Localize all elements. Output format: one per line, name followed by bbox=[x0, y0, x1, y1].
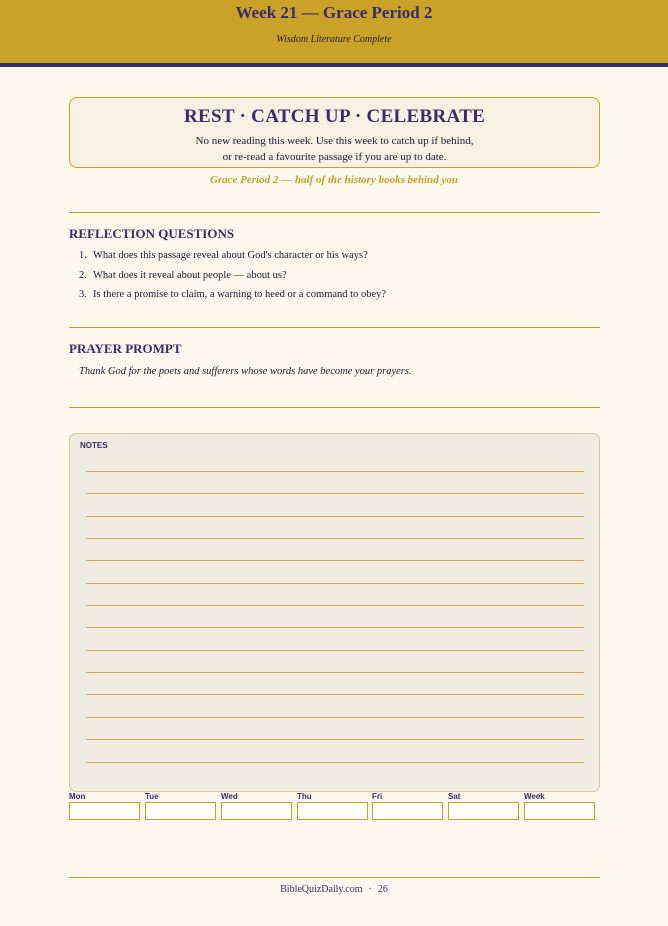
note-line bbox=[86, 627, 584, 628]
note-line bbox=[86, 583, 584, 584]
note-line bbox=[86, 717, 584, 718]
footer-separator: · bbox=[368, 884, 372, 895]
rest-callout-line-2: or re-read a favourite passage if you are up to date. bbox=[222, 151, 447, 163]
note-line bbox=[86, 694, 584, 695]
page-title: Week 21 — Grace Period 2 bbox=[235, 3, 433, 22]
page-subtitle: Wisdom Literature Complete bbox=[276, 34, 392, 45]
tracker-box-week[interactable] bbox=[524, 802, 595, 820]
tracker-label-tue: Tue bbox=[145, 792, 159, 801]
divider bbox=[69, 212, 600, 213]
prayer-heading: PRAYER PROMPT bbox=[69, 341, 182, 356]
page-header bbox=[0, 0, 668, 67]
question-text: Is there a promise to claim, a warning to heed or a command to obey? bbox=[93, 289, 387, 300]
rest-callout-line-1: No new reading this week. Use this week to catch up if behind, bbox=[195, 135, 474, 147]
reflection-question bbox=[79, 289, 386, 300]
tracker-box-thu[interactable] bbox=[297, 802, 368, 820]
note-line bbox=[86, 762, 584, 763]
tracker-label-fri: Fri bbox=[372, 792, 383, 801]
tracker-label-thu: Thu bbox=[297, 792, 312, 801]
tracker-label-week: Week bbox=[524, 792, 545, 801]
note-line bbox=[86, 493, 584, 494]
tracker-box-wed[interactable] bbox=[221, 802, 292, 820]
tracker-label-sat: Sat bbox=[448, 792, 461, 801]
reflection-heading: REFLECTION QUESTIONS bbox=[69, 226, 235, 241]
footer-divider bbox=[69, 877, 600, 878]
footer-site: BibleQuizDaily.com bbox=[280, 884, 363, 895]
tracker-box-tue[interactable] bbox=[145, 802, 216, 820]
note-line bbox=[86, 471, 584, 472]
question-text: What does this passage reveal about God's character or his ways? bbox=[93, 250, 368, 261]
note-line bbox=[86, 605, 584, 606]
divider bbox=[69, 327, 600, 328]
grace-period-note: Grace Period 2 — half of the history books behind you bbox=[209, 174, 459, 186]
notes-label: NOTES bbox=[80, 441, 108, 450]
tracker-label-wed: Wed bbox=[221, 792, 238, 801]
page-footer bbox=[0, 884, 668, 895]
divider bbox=[69, 407, 600, 408]
reflection-question bbox=[79, 270, 287, 281]
rest-callout-title: REST · CATCH UP · CELEBRATE bbox=[183, 106, 486, 127]
note-line bbox=[86, 560, 584, 561]
reflection-question bbox=[79, 250, 368, 261]
question-number: 1. bbox=[79, 250, 87, 261]
question-text: What does it reveal about people — about us? bbox=[93, 270, 287, 281]
page-number: 26 bbox=[377, 884, 388, 895]
question-number: 3. bbox=[79, 289, 87, 300]
tracker-box-mon[interactable] bbox=[69, 802, 140, 820]
note-line bbox=[86, 672, 584, 673]
note-line bbox=[86, 739, 584, 740]
tracker-box-fri[interactable] bbox=[372, 802, 443, 820]
tracker-label-mon: Mon bbox=[69, 792, 86, 801]
note-line bbox=[86, 538, 584, 539]
rest-callout-box bbox=[69, 97, 600, 168]
notes-area[interactable] bbox=[69, 433, 600, 792]
note-line bbox=[86, 516, 584, 517]
prayer-text: Thank God for the poets and sufferers whose words have become your prayers. bbox=[79, 366, 412, 377]
question-number: 2. bbox=[79, 270, 87, 281]
tracker-box-sat[interactable] bbox=[448, 802, 519, 820]
note-line bbox=[86, 650, 584, 651]
